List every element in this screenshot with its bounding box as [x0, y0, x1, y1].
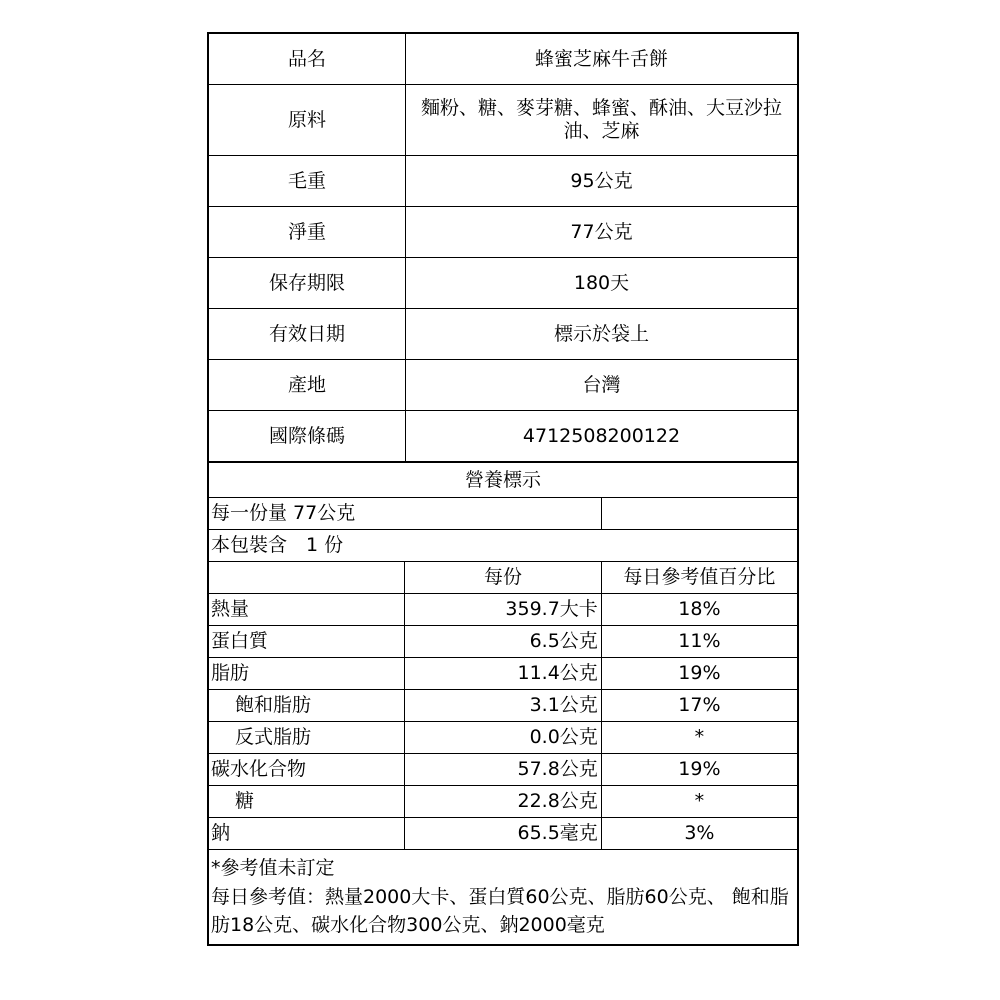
nutrient-daily-value: 11% [601, 626, 798, 658]
info-row-ingredients [208, 85, 798, 156]
empty-cell [601, 498, 798, 530]
nutrient-amount: 22.8公克 [405, 786, 602, 818]
serving-size-row [208, 498, 798, 530]
info-row-barcode [208, 411, 798, 463]
nutrient-daily-value: 18% [601, 594, 798, 626]
nutrient-row [208, 818, 798, 850]
info-value: 95公克 [406, 156, 799, 207]
info-value: 180天 [406, 258, 799, 309]
nutrient-amount: 57.8公克 [405, 754, 602, 786]
nutrient-row [208, 626, 798, 658]
nutrient-amount: 65.5毫克 [405, 818, 602, 850]
info-value: 標示於袋上 [406, 309, 799, 360]
info-row-shelf-life [208, 258, 798, 309]
notes-row [208, 850, 798, 945]
nutrient-row [208, 786, 798, 818]
nutrient-amount: 6.5公克 [405, 626, 602, 658]
nutrient-daily-value: * [601, 722, 798, 754]
nutrient-daily-value: 3% [601, 818, 798, 850]
nutrient-name: 碳水化合物 [208, 754, 405, 786]
nutrient-name: 熱量 [208, 594, 405, 626]
info-value: 台灣 [406, 360, 799, 411]
nutrient-name: 飽和脂肪 [208, 690, 405, 722]
nutrition-title-row [208, 463, 798, 498]
nutrient-name: 糖 [208, 786, 405, 818]
nutrient-name: 鈉 [208, 818, 405, 850]
info-value: 麵粉、糖、麥芽糖、蜂蜜、酥油、大豆沙拉油、芝麻 [406, 85, 799, 156]
servings-row [208, 530, 798, 562]
nutrient-name: 脂肪 [208, 658, 405, 690]
nutrient-amount: 0.0公克 [405, 722, 602, 754]
info-row-gross-weight [208, 156, 798, 207]
nutrient-row [208, 754, 798, 786]
header-daily-value: 每日參考值百分比 [601, 562, 798, 594]
nutrient-row [208, 594, 798, 626]
nutrient-amount: 11.4公克 [405, 658, 602, 690]
info-key: 保存期限 [208, 258, 406, 309]
info-key: 品名 [208, 33, 406, 85]
nutrient-amount: 359.7大卡 [405, 594, 602, 626]
nutrient-daily-value: 19% [601, 658, 798, 690]
info-key: 毛重 [208, 156, 406, 207]
note-star: *參考值未訂定 [211, 857, 335, 879]
nutrient-name: 反式脂肪 [208, 722, 405, 754]
nutrient-row [208, 722, 798, 754]
info-value: 蜂蜜芝麻牛舌餅 [406, 33, 799, 85]
info-row-name [208, 33, 798, 85]
nutrition-table [207, 463, 799, 946]
nutrient-amount: 3.1公克 [405, 690, 602, 722]
product-label [207, 32, 799, 946]
serving-size: 每一份量 77公克 [208, 498, 601, 530]
info-key: 有效日期 [208, 309, 406, 360]
product-info-table [207, 32, 799, 463]
info-key: 國際條碼 [208, 411, 406, 463]
note-reference: 每日參考值：熱量2000大卡、蛋白質60公克、脂肪60公克、 飽和脂肪18公克、碳水化合物300公克、鈉2000毫克 [211, 885, 789, 936]
notes-cell [208, 850, 798, 945]
info-row-net-weight [208, 207, 798, 258]
info-value: 4712508200122 [406, 411, 799, 463]
nutrient-daily-value: 17% [601, 690, 798, 722]
nutrition-header-row [208, 562, 798, 594]
info-row-origin [208, 360, 798, 411]
info-key: 原料 [208, 85, 406, 156]
nutrient-row [208, 690, 798, 722]
nutrient-name: 蛋白質 [208, 626, 405, 658]
info-key: 產地 [208, 360, 406, 411]
servings-per-package: 本包裝含 1 份 [208, 530, 798, 562]
nutrition-title: 營養標示 [208, 463, 798, 498]
empty-cell [208, 562, 405, 594]
info-value: 77公克 [406, 207, 799, 258]
header-per-serving: 每份 [405, 562, 602, 594]
nutrient-daily-value: 19% [601, 754, 798, 786]
info-row-expiry [208, 309, 798, 360]
nutrient-row [208, 658, 798, 690]
nutrient-daily-value: * [601, 786, 798, 818]
info-key: 淨重 [208, 207, 406, 258]
